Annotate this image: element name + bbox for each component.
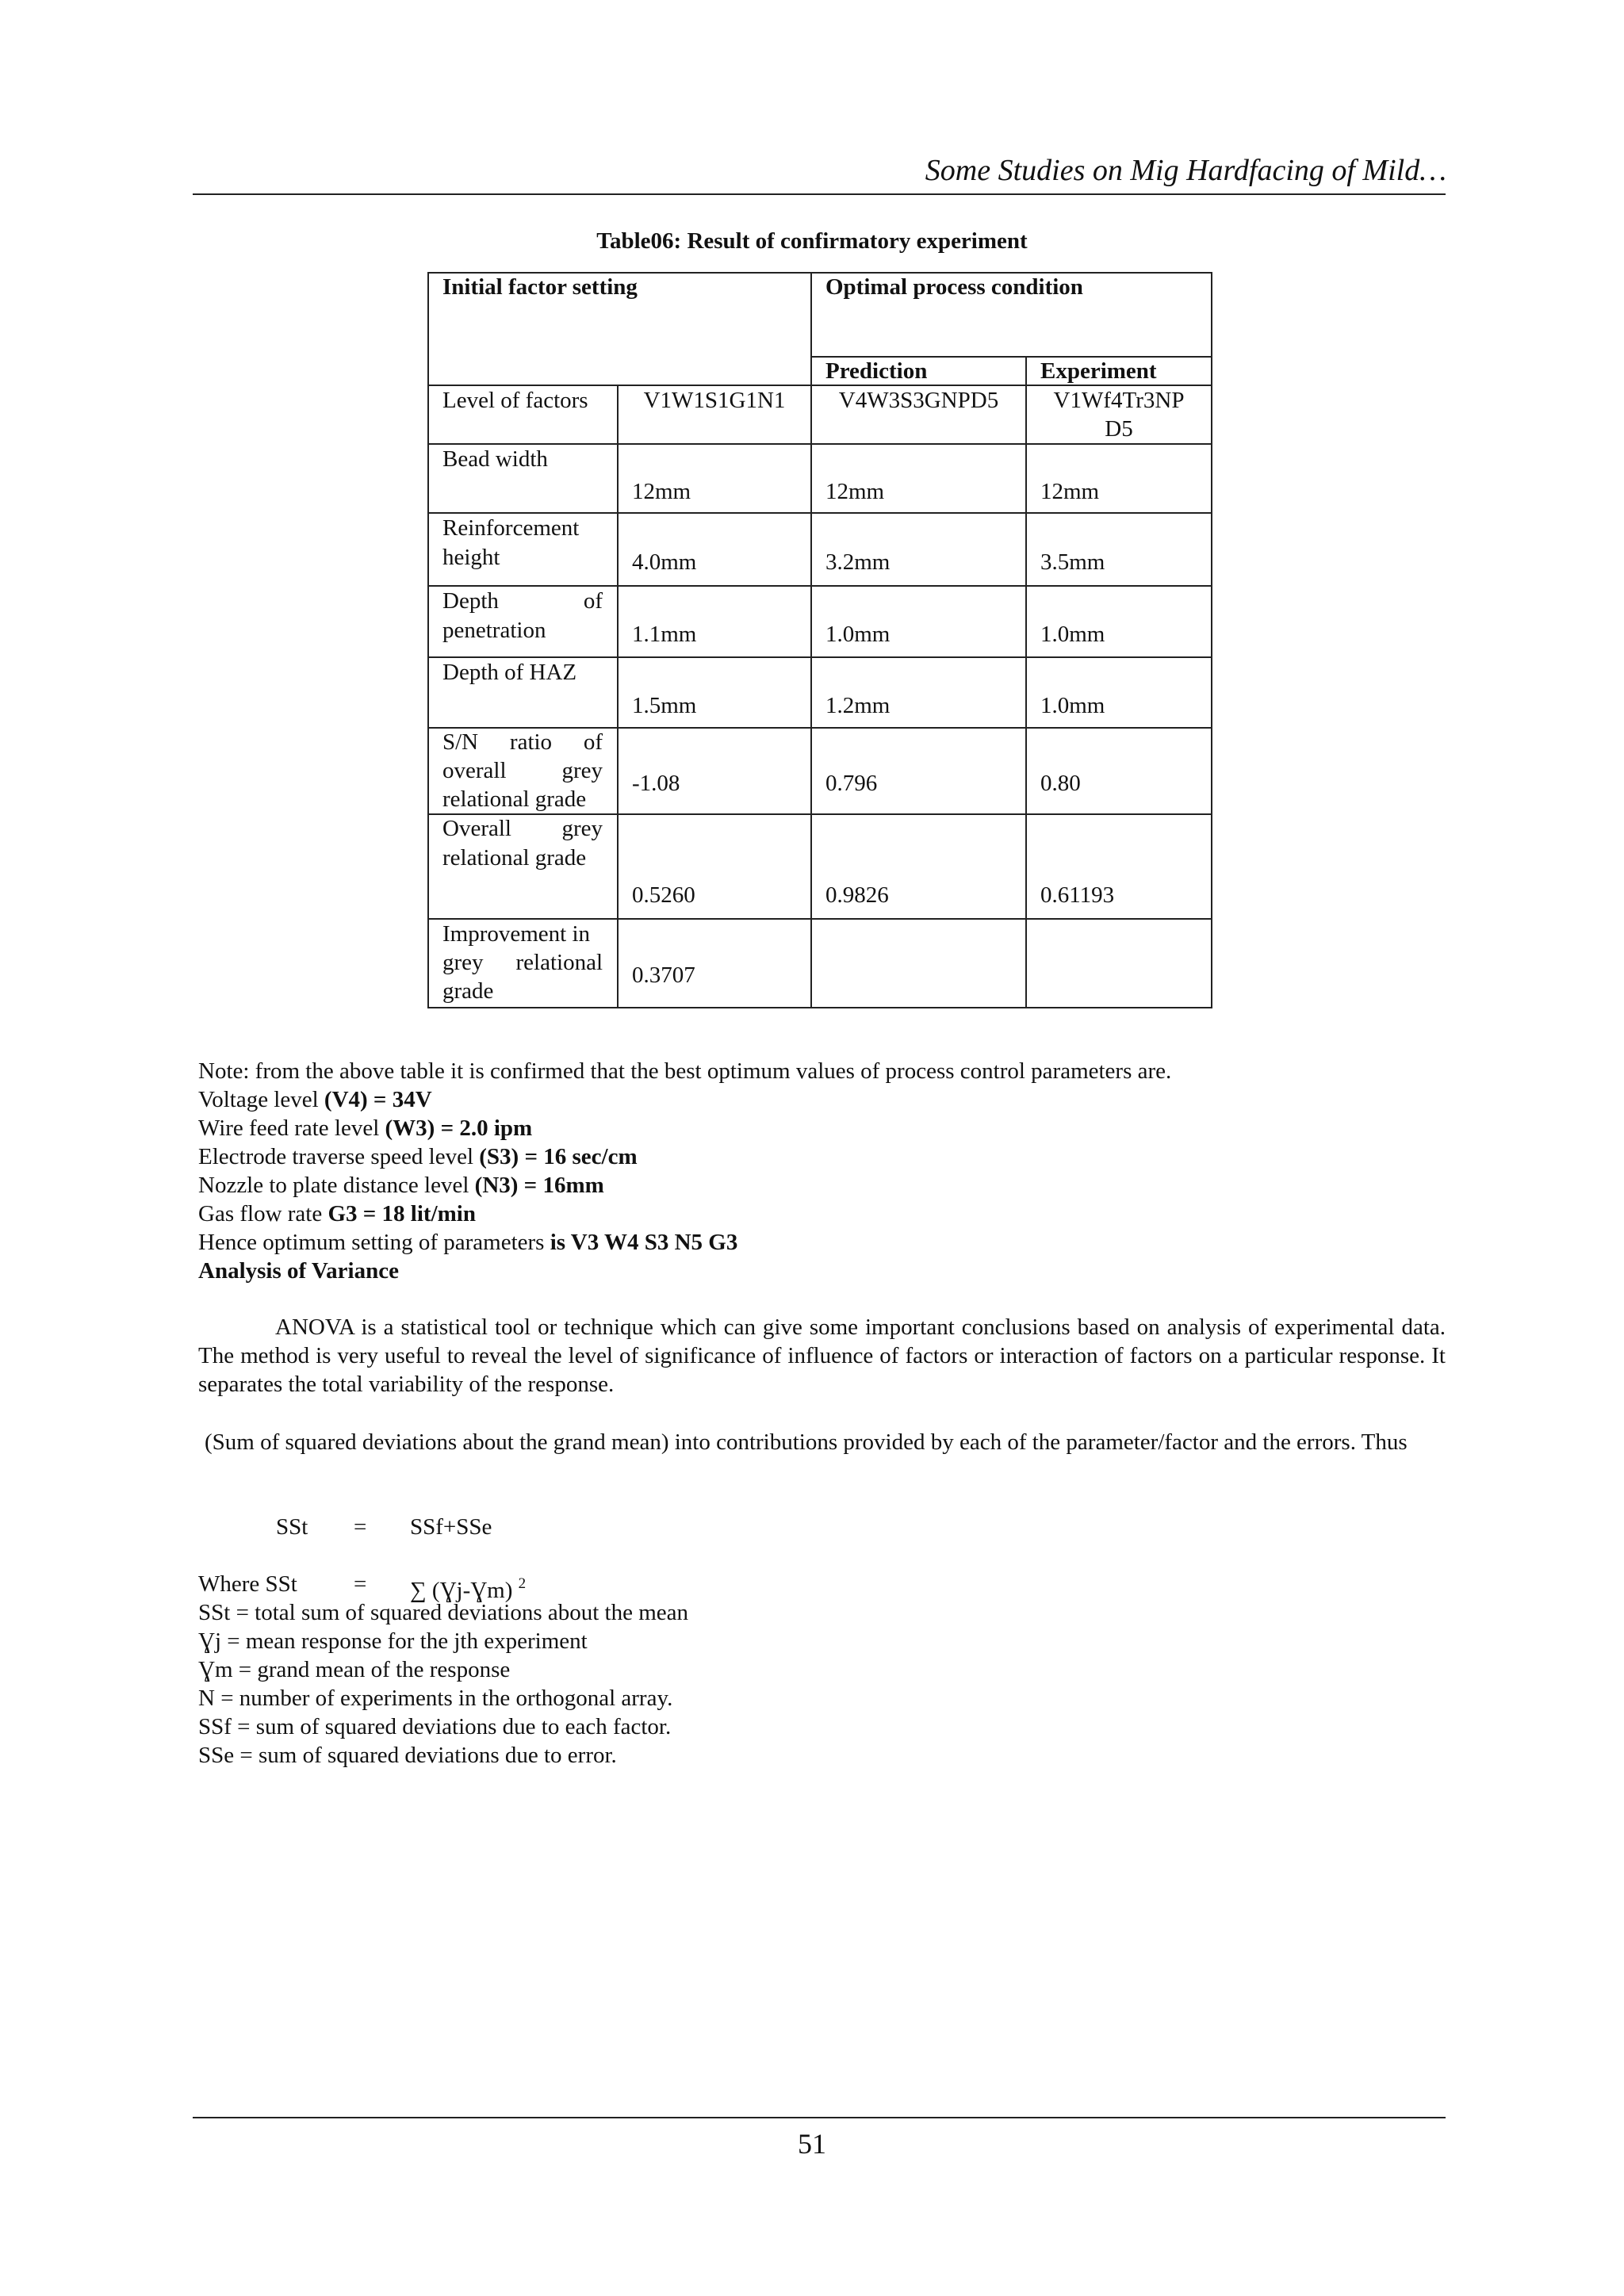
cell-experiment: V1Wf4Tr3NP xyxy=(1053,388,1185,413)
wire-feed-line xyxy=(198,1114,532,1142)
table-border-left xyxy=(427,272,429,1008)
equation-1-rhs: SSf+SSe xyxy=(410,1514,492,1540)
table-col-divider xyxy=(1025,356,1027,1008)
cell-prediction: 1.0mm xyxy=(825,622,891,647)
cell-prediction: 0.796 xyxy=(825,771,878,796)
electrode-speed-value: (S3) = 16 sec/cm xyxy=(479,1144,638,1169)
definition-ym: Ɣm = grand mean of the response xyxy=(198,1657,511,1682)
row-label: Reinforcement xyxy=(442,515,580,541)
row-label: overall grey xyxy=(442,758,603,783)
header-optimal-process-condition: Optimal process condition xyxy=(825,274,1083,300)
row-label: Depth of HAZ xyxy=(442,660,577,685)
cell-experiment: 12mm xyxy=(1040,479,1100,504)
electrode-speed-line xyxy=(198,1142,638,1171)
gas-flow-value: G3 = 18 lit/min xyxy=(327,1201,476,1226)
gas-flow-label: Gas flow rate xyxy=(198,1201,328,1226)
cell-experiment: 1.0mm xyxy=(1040,622,1105,647)
header-experiment: Experiment xyxy=(1040,358,1157,384)
row-label: relational grade xyxy=(442,845,587,871)
cell-initial: V1W1S1G1N1 xyxy=(643,388,786,413)
cell-initial: 12mm xyxy=(632,479,691,504)
cell-prediction: 0.9826 xyxy=(825,882,889,908)
table-col-divider xyxy=(617,385,619,1008)
paragraph-anova: ANOVA is a statistical tool or technique which can give some important conclusions based on analysis of experimental data. The method is very useful to reveal the level of significance of influence of factors or interaction of factors on a particular response. It separates the total variability of the response. xyxy=(198,1314,1446,1397)
results-table xyxy=(0,0,1624,1031)
voltage-level-line xyxy=(198,1085,432,1114)
equation-2-exponent: 2 xyxy=(518,1575,527,1592)
equation-1-lhs: SSt xyxy=(276,1514,308,1540)
optimum-setting-value: is V3 W4 S3 N5 G3 xyxy=(550,1230,738,1255)
cell-experiment: 0.80 xyxy=(1040,771,1081,796)
header-initial-factor-setting: Initial factor setting xyxy=(442,274,638,300)
row-label: Improvement in xyxy=(442,921,591,947)
section-heading: Analysis of Variance xyxy=(198,1258,399,1284)
voltage-level-label: Voltage level xyxy=(198,1087,324,1112)
table-border-bottom xyxy=(427,1007,1212,1008)
definition-yj: Ɣj = mean response for the jth experiment xyxy=(198,1628,588,1654)
wire-feed-label: Wire feed rate level xyxy=(198,1115,385,1141)
voltage-level-value: (V4) = 34V xyxy=(324,1087,432,1112)
cell-prediction: 1.2mm xyxy=(825,693,891,718)
equation-2-operator: = xyxy=(354,1571,367,1597)
table-col-divider xyxy=(810,272,812,1008)
row-label: relational grade xyxy=(442,786,587,812)
row-label: S/N ratio of xyxy=(442,729,603,755)
cell-prediction: 3.2mm xyxy=(825,549,891,575)
nozzle-distance-label: Nozzle to plate distance level xyxy=(198,1173,475,1198)
cell-experiment: 1.0mm xyxy=(1040,693,1105,718)
row-label: Overall grey xyxy=(442,816,603,841)
row-label: grade xyxy=(442,978,494,1004)
cell-experiment: 3.5mm xyxy=(1040,549,1105,575)
definition-n: N = number of experiments in the orthogonal array. xyxy=(198,1686,673,1711)
row-label: penetration xyxy=(442,618,546,643)
wire-feed-value: (W3) = 2.0 ipm xyxy=(385,1115,533,1141)
definition-ssf: SSf = sum of squared deviations due to each factor. xyxy=(198,1714,672,1739)
row-label: Level of factors xyxy=(442,388,588,413)
cell-initial: 1.5mm xyxy=(632,693,697,718)
running-header: Some Studies on Mig Hardfacing of Mild… xyxy=(925,154,1446,187)
cell-experiment: 0.61193 xyxy=(1040,882,1115,908)
electrode-speed-label: Electrode traverse speed level xyxy=(198,1144,480,1169)
cell-initial: 0.3707 xyxy=(632,962,695,988)
optimum-setting-label: Hence optimum setting of parameters xyxy=(198,1230,550,1255)
note-text: Note: from the above table it is confirmed that the best optimum values of process control parameters are. xyxy=(198,1058,1172,1084)
cell-initial: 0.5260 xyxy=(632,882,695,908)
row-label: Depth of xyxy=(442,588,603,614)
definition-sse: SSe = sum of squared deviations due to error. xyxy=(198,1743,617,1768)
row-label: Bead width xyxy=(442,446,548,472)
equation-2-sum: ∑ (Ɣj-Ɣm) xyxy=(410,1578,513,1603)
cell-initial: 1.1mm xyxy=(632,622,697,647)
header-prediction: Prediction xyxy=(825,358,928,384)
nozzle-distance-line xyxy=(198,1171,604,1200)
cell-initial: -1.08 xyxy=(632,771,680,796)
footer-rule xyxy=(193,2117,1446,2118)
row-label: height xyxy=(442,545,500,570)
cell-experiment: D5 xyxy=(1105,416,1133,442)
equation-2-lhs: Where SSt xyxy=(198,1571,297,1597)
optimum-setting-line xyxy=(198,1228,737,1257)
gas-flow-line xyxy=(198,1200,476,1228)
equation-1-operator: = xyxy=(354,1514,367,1540)
paragraph-sum-of-squares: (Sum of squared deviations about the grand mean) into contributions provided by each of the parameter/factor and the errors. Thus xyxy=(205,1429,1408,1455)
definition-sst: SSt = total sum of squared deviations about the mean xyxy=(198,1600,689,1625)
nozzle-distance-value: (N3) = 16mm xyxy=(474,1173,604,1198)
cell-initial: 4.0mm xyxy=(632,549,697,575)
row-label: grey relational xyxy=(442,950,603,975)
cell-prediction: V4W3S3GNPD5 xyxy=(838,388,999,413)
table-caption: Table06: Result of confirmatory experiment xyxy=(596,228,1028,254)
table-border-right xyxy=(1211,272,1212,1008)
page-number: 51 xyxy=(798,2128,826,2160)
cell-prediction: 12mm xyxy=(825,479,885,504)
